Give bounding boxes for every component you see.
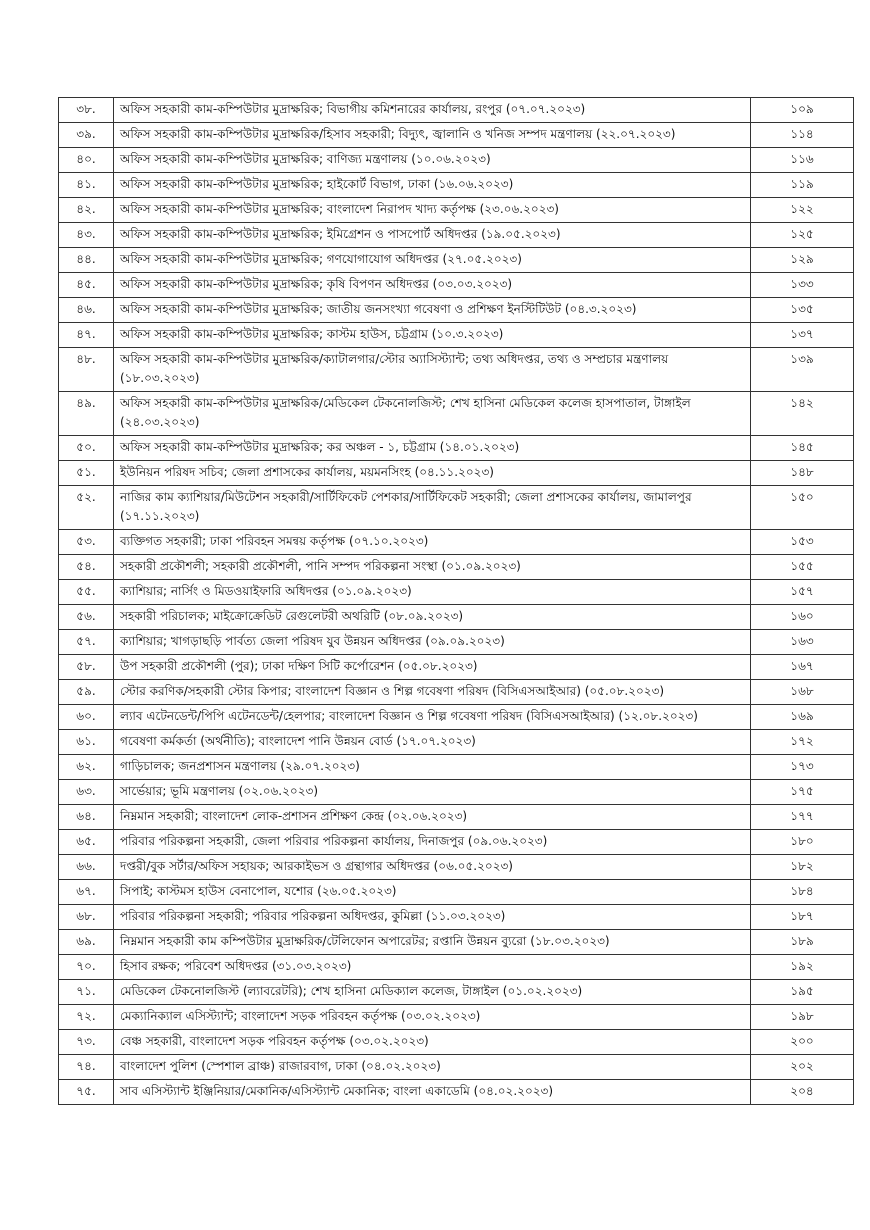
toc-entry-title: গাড়িচালক; জনপ্রশাসন মন্ত্রণালয় (২৯.০৭.২০২৩) bbox=[114, 755, 751, 780]
toc-entry-number: ৪১. bbox=[59, 173, 114, 198]
toc-entry-page-number: ২০০ bbox=[751, 1030, 854, 1055]
toc-entry-title: বেঞ্চ সহকারী, বাংলাদেশ সড়ক পরিবহন কর্তৃপক্ষ (০৩.০২.২০২৩) bbox=[114, 1030, 751, 1055]
toc-row bbox=[59, 273, 854, 298]
toc-entry-number: ৬৯. bbox=[59, 930, 114, 955]
toc-entry-page-number: ১২৯ bbox=[751, 248, 854, 273]
toc-entry-title: অফিস সহকারী কাম-কম্পিউটার মুদ্রাক্ষরিক; বাংলাদেশ নিরাপদ খাদ্য কর্তৃপক্ষ (২৩.০৬.২০২৩) bbox=[114, 198, 751, 223]
toc-entry-page-number: ১৯২ bbox=[751, 955, 854, 980]
toc-entry-title: অফিস সহকারী কাম-কম্পিউটার মুদ্রাক্ষরিক; কাস্টম হাউস, চট্টগ্রাম (১০.৩.২০২৩) bbox=[114, 323, 751, 348]
toc-entry-title: অফিস সহকারী কাম-কম্পিউটার মুদ্রাক্ষরিক; হাইকোর্ট বিভাগ, ঢাকা (১৬.০৬.২০২৩) bbox=[114, 173, 751, 198]
toc-entry-number: ৪৯. bbox=[59, 392, 114, 436]
toc-entry-page-number: ২০৪ bbox=[751, 1080, 854, 1105]
toc-body bbox=[59, 98, 854, 1105]
toc-entry-page-number: ১৩৯ bbox=[751, 348, 854, 392]
toc-entry-page-number: ১৭৫ bbox=[751, 780, 854, 805]
toc-entry-page-number: ১৪২ bbox=[751, 392, 854, 436]
toc-entry-page-number: ১৩৩ bbox=[751, 273, 854, 298]
toc-entry-page-number: ১৮৭ bbox=[751, 905, 854, 930]
toc-entry-number: ৬৮. bbox=[59, 905, 114, 930]
toc-entry-page-number: ১১৯ bbox=[751, 173, 854, 198]
toc-entry-title: অফিস সহকারী কাম-কম্পিউটার মুদ্রাক্ষরিক; কর অঞ্চল - ১, চট্টগ্রাম (১৪.০১.২০২৩) bbox=[114, 436, 751, 461]
toc-entry-title: সহকারী পরিচালক; মাইক্রোক্রেডিট রেগুলেটরী অথরিটি (০৮.০৯.২০২৩) bbox=[114, 605, 751, 630]
toc-entry-title: সাব এসিস্ট্যান্ট ইঞ্জিনিয়ার/মেকানিক/এসিস্ট্যান্ট মেকানিক; বাংলা একাডেমি (০৪.০২.২০২৩) bbox=[114, 1080, 751, 1105]
toc-row bbox=[59, 1055, 854, 1080]
toc-row bbox=[59, 248, 854, 273]
toc-entry-page-number: ১৯৫ bbox=[751, 980, 854, 1005]
toc-entry-number: ৪৭. bbox=[59, 323, 114, 348]
toc-row bbox=[59, 930, 854, 955]
toc-entry-page-number: ১৮৯ bbox=[751, 930, 854, 955]
toc-row bbox=[59, 1005, 854, 1030]
toc-entry-number: ৪৩. bbox=[59, 223, 114, 248]
toc-entry-page-number: ২০২ bbox=[751, 1055, 854, 1080]
toc-entry-number: ৬১. bbox=[59, 730, 114, 755]
toc-entry-page-number: ১৩৫ bbox=[751, 298, 854, 323]
toc-entry-number: ৬৪. bbox=[59, 805, 114, 830]
toc-row bbox=[59, 223, 854, 248]
toc-entry-number: ৭২. bbox=[59, 1005, 114, 1030]
toc-entry-number: ৪৫. bbox=[59, 273, 114, 298]
toc-row bbox=[59, 486, 854, 530]
toc-entry-number: ৫৪. bbox=[59, 555, 114, 580]
toc-entry-page-number: ১৫৫ bbox=[751, 555, 854, 580]
toc-entry-title: ইউনিয়ন পরিষদ সচিব; জেলা প্রশাসকের কার্যালয়, ময়মনসিংহ (০৪.১১.২০২৩) bbox=[114, 461, 751, 486]
toc-entry-page-number: ১৩৭ bbox=[751, 323, 854, 348]
toc-row bbox=[59, 461, 854, 486]
toc-entry-number: ৪৮. bbox=[59, 348, 114, 392]
toc-entry-number: ৫৫. bbox=[59, 580, 114, 605]
toc-entry-title: নাজির কাম ক্যাশিয়ার/মিউটেশন সহকারী/সার্টিফিকেট পেশকার/সার্টিফিকেট সহকারী; জেলা প্রশাসকের কার্যালয়, জামালপুর (১৭.১১.২০২৩) bbox=[114, 486, 751, 530]
toc-entry-number: ৬০. bbox=[59, 705, 114, 730]
toc-row bbox=[59, 148, 854, 173]
toc-row bbox=[59, 1080, 854, 1105]
toc-entry-title: পরিবার পরিকল্পনা সহকারী; পরিবার পরিকল্পনা অধিদপ্তর, কুমিল্লা (১১.০৩.২০২৩) bbox=[114, 905, 751, 930]
toc-entry-number: ৭৪. bbox=[59, 1055, 114, 1080]
toc-entry-page-number: ১২৫ bbox=[751, 223, 854, 248]
toc-entry-number: ৬৩. bbox=[59, 780, 114, 805]
toc-entry-page-number: ১৫০ bbox=[751, 486, 854, 530]
toc-entry-number: ৬৭. bbox=[59, 880, 114, 905]
toc-entry-number: ৫৮. bbox=[59, 655, 114, 680]
toc-entry-title: মেক্যানিক্যাল এসিস্ট্যান্ট; বাংলাদেশ সড়ক পরিবহন কর্তৃপক্ষ (০৩.০২.২০২৩) bbox=[114, 1005, 751, 1030]
toc-entry-page-number: ১৬৮ bbox=[751, 680, 854, 705]
toc-entry-number: ৫২. bbox=[59, 486, 114, 530]
toc-entry-title: অফিস সহকারী কাম-কম্পিউটার মুদ্রাক্ষরিক; গণযোগাযোগ অধিদপ্তর (২৭.০৫.২০২৩) bbox=[114, 248, 751, 273]
toc-entry-title: সিপাই; কাস্টমস হাউস বেনাপোল, যশোর (২৬.০৫.২০২৩) bbox=[114, 880, 751, 905]
toc-entry-page-number: ১৯৮ bbox=[751, 1005, 854, 1030]
toc-entry-title: বাংলাদেশ পুলিশ (স্পেশাল ব্রাঞ্চ) রাজারবাগ, ঢাকা (০৪.০২.২০২৩) bbox=[114, 1055, 751, 1080]
toc-entry-title: স্টোর করণিক/সহকারী স্টোর কিপার; বাংলাদেশ বিজ্ঞান ও শিল্প গবেষণা পরিষদ (বিসিএসআইআর) (০৫.০৮.২০২৩) bbox=[114, 680, 751, 705]
toc-entry-title: দপ্তরী/বুক সর্টার/অফিস সহায়ক; আরকাইভস ও গ্রন্থাগার অধিদপ্তর (০৬.০৫.২০২৩) bbox=[114, 855, 751, 880]
toc-entry-number: ৫৯. bbox=[59, 680, 114, 705]
toc-row bbox=[59, 630, 854, 655]
toc-entry-page-number: ১১৪ bbox=[751, 123, 854, 148]
toc-entry-number: ৬২. bbox=[59, 755, 114, 780]
toc-entry-page-number: ১১৬ bbox=[751, 148, 854, 173]
toc-row bbox=[59, 705, 854, 730]
toc-entry-page-number: ১৪৮ bbox=[751, 461, 854, 486]
toc-row bbox=[59, 605, 854, 630]
toc-entry-title: অফিস সহকারী কাম-কম্পিউটার মুদ্রাক্ষরিক/ক্যাটালগার/স্টোর অ্যাসিস্ট্যান্ট; তথ্য অধিদপ্তর, তথ্য ও সম্প্রচার মন্ত্রণালয় (১৮.০৩.২০২৩) bbox=[114, 348, 751, 392]
toc-entry-page-number: ১৬৯ bbox=[751, 705, 854, 730]
toc-entry-number: ৪০. bbox=[59, 148, 114, 173]
toc-entry-title: নিম্নমান সহকারী কাম কম্পিউটার মুদ্রাক্ষরিক/টেলিফোন অপারেটর; রপ্তানি উন্নয়ন ব্যুরো (১৮.০৩.২০২৩) bbox=[114, 930, 751, 955]
toc-row bbox=[59, 1030, 854, 1055]
toc-entry-title: ল্যাব এটেনডেন্ট/পিপি এটেনডেন্ট/হেলপার; বাংলাদেশ বিজ্ঞান ও শিল্প গবেষণা পরিষদ (বিসিএসআইআর) (১২.০৮.২০২৩) bbox=[114, 705, 751, 730]
toc-entry-title: উপ সহকারী প্রকৌশলী (পুর); ঢাকা দক্ষিণ সিটি কর্পোরেশন (০৫.০৮.২০২৩) bbox=[114, 655, 751, 680]
toc-page bbox=[58, 97, 834, 1105]
toc-entry-title: অফিস সহকারী কাম-কম্পিউটার মুদ্রাক্ষরিক; কৃষি বিপণন অধিদপ্তর (০৩.০৩.২০২৩) bbox=[114, 273, 751, 298]
toc-row bbox=[59, 348, 854, 392]
toc-row bbox=[59, 98, 854, 123]
toc-entry-number: ৭০. bbox=[59, 955, 114, 980]
toc-row bbox=[59, 298, 854, 323]
toc-entry-number: ৪৬. bbox=[59, 298, 114, 323]
toc-entry-title: মেডিকেল টেকনোলজিস্ট (ল্যাবরেটরি); শেখ হাসিনা মেডিক্যাল কলেজ, টাঙ্গাইল (০১.০২.২০২৩) bbox=[114, 980, 751, 1005]
toc-entry-page-number: ১৬৩ bbox=[751, 630, 854, 655]
toc-row bbox=[59, 530, 854, 555]
toc-entry-title: ক্যাশিয়ার; নার্সিং ও মিডওয়াইফারি অধিদপ্তর (০১.০৯.২০২৩) bbox=[114, 580, 751, 605]
toc-row bbox=[59, 323, 854, 348]
toc-row bbox=[59, 980, 854, 1005]
toc-row bbox=[59, 198, 854, 223]
toc-row bbox=[59, 655, 854, 680]
toc-entry-title: পরিবার পরিকল্পনা সহকারী, জেলা পরিবার পরিকল্পনা কার্যালয়, দিনাজপুর (০৯.০৬.২০২৩) bbox=[114, 830, 751, 855]
toc-entry-title: হিসাব রক্ষক; পরিবেশ অধিদপ্তর (৩১.০৩.২০২৩) bbox=[114, 955, 751, 980]
toc-entry-title: ব্যক্তিগত সহকারী; ঢাকা পরিবহন সমন্বয় কর্তৃপক্ষ (০৭.১০.২০২৩) bbox=[114, 530, 751, 555]
toc-row bbox=[59, 955, 854, 980]
toc-entry-page-number: ১৮৪ bbox=[751, 880, 854, 905]
toc-row bbox=[59, 555, 854, 580]
toc-entry-page-number: ১৮২ bbox=[751, 855, 854, 880]
toc-entry-number: ৩৮. bbox=[59, 98, 114, 123]
toc-entry-title: অফিস সহকারী কাম-কম্পিউটার মুদ্রাক্ষরিক; বিভাগীয় কমিশনারের কার্যালয়, রংপুর (০৭.০৭.২০২৩) bbox=[114, 98, 751, 123]
toc-entry-number: ৭৩. bbox=[59, 1030, 114, 1055]
toc-entry-page-number: ১৭২ bbox=[751, 730, 854, 755]
toc-entry-title: অফিস সহকারী কাম-কম্পিউটার মুদ্রাক্ষরিক/মেডিকেল টেকনোলজিস্ট; শেখ হাসিনা মেডিকেল কলেজ হাসপাতাল, টাঙ্গাইল (২৪.০৩.২০২৩) bbox=[114, 392, 751, 436]
toc-entry-title: গবেষণা কর্মকর্তা (অর্থনীতি); বাংলাদেশ পানি উন্নয়ন বোর্ড (১৭.০৭.২০২৩) bbox=[114, 730, 751, 755]
toc-entry-page-number: ১৭৩ bbox=[751, 755, 854, 780]
toc-entry-number: ৭৫. bbox=[59, 1080, 114, 1105]
toc-row bbox=[59, 755, 854, 780]
toc-row bbox=[59, 173, 854, 198]
toc-entry-page-number: ১৬০ bbox=[751, 605, 854, 630]
toc-row bbox=[59, 880, 854, 905]
toc-entry-number: ৭১. bbox=[59, 980, 114, 1005]
toc-entry-page-number: ১৪৫ bbox=[751, 436, 854, 461]
toc-row bbox=[59, 436, 854, 461]
toc-row bbox=[59, 123, 854, 148]
toc-entry-page-number: ১০৯ bbox=[751, 98, 854, 123]
toc-entry-title: অফিস সহকারী কাম-কম্পিউটার মুদ্রাক্ষরিক; ইমিগ্রেশন ও পাসপোর্ট অধিদপ্তর (১৯.০৫.২০২৩) bbox=[114, 223, 751, 248]
toc-entry-page-number: ১৭৭ bbox=[751, 805, 854, 830]
toc-row bbox=[59, 780, 854, 805]
toc-entry-number: ৫৬. bbox=[59, 605, 114, 630]
toc-entry-number: ৫১. bbox=[59, 461, 114, 486]
toc-entry-title: অফিস সহকারী কাম-কম্পিউটার মুদ্রাক্ষরিক; বাণিজ্য মন্ত্রণালয় (১০.০৬.২০২৩) bbox=[114, 148, 751, 173]
toc-entry-page-number: ১৬৭ bbox=[751, 655, 854, 680]
toc-row bbox=[59, 830, 854, 855]
toc-entry-page-number: ১৫৭ bbox=[751, 580, 854, 605]
toc-entry-number: ৬৫. bbox=[59, 830, 114, 855]
toc-row bbox=[59, 392, 854, 436]
toc-row bbox=[59, 905, 854, 930]
toc-entry-page-number: ১৮০ bbox=[751, 830, 854, 855]
toc-entry-page-number: ১৫৩ bbox=[751, 530, 854, 555]
toc-entry-title: ক্যাশিয়ার; খাগড়াছড়ি পার্বত্য জেলা পরিষদ যুব উন্নয়ন অধিদপ্তর (০৯.০৯.২০২৩) bbox=[114, 630, 751, 655]
toc-row bbox=[59, 805, 854, 830]
toc-table bbox=[58, 97, 854, 1105]
toc-row bbox=[59, 730, 854, 755]
toc-row bbox=[59, 680, 854, 705]
toc-entry-title: নিম্নমান সহকারী; বাংলাদেশ লোক-প্রশাসন প্রশিক্ষণ কেন্দ্র (০২.০৬.২০২৩) bbox=[114, 805, 751, 830]
toc-entry-number: ৬৬. bbox=[59, 855, 114, 880]
toc-entry-number: ৫০. bbox=[59, 436, 114, 461]
toc-entry-number: ৪২. bbox=[59, 198, 114, 223]
toc-entry-number: ৪৪. bbox=[59, 248, 114, 273]
toc-entry-title: সার্ভেয়ার; ভূমি মন্ত্রণালয় (০২.০৬.২০২৩) bbox=[114, 780, 751, 805]
toc-row bbox=[59, 580, 854, 605]
toc-entry-title: অফিস সহকারী কাম-কম্পিউটার মুদ্রাক্ষরিক; জাতীয় জনসংখ্যা গবেষণা ও প্রশিক্ষণ ইনস্টিটিউট (০৪.৩.২০২৩) bbox=[114, 298, 751, 323]
toc-entry-page-number: ১২২ bbox=[751, 198, 854, 223]
toc-entry-number: ৩৯. bbox=[59, 123, 114, 148]
toc-entry-title: অফিস সহকারী কাম-কম্পিউটার মুদ্রাক্ষরিক/হিসাব সহকারী; বিদ্যুৎ, জ্বালানি ও খনিজ সম্পদ মন্ত্রণালয় (২২.০৭.২০২৩) bbox=[114, 123, 751, 148]
toc-row bbox=[59, 855, 854, 880]
toc-entry-title: সহকারী প্রকৌশলী; সহকারী প্রকৌশলী, পানি সম্পদ পরিকল্পনা সংস্থা (০১.০৯.২০২৩) bbox=[114, 555, 751, 580]
toc-entry-number: ৫৩. bbox=[59, 530, 114, 555]
toc-entry-number: ৫৭. bbox=[59, 630, 114, 655]
